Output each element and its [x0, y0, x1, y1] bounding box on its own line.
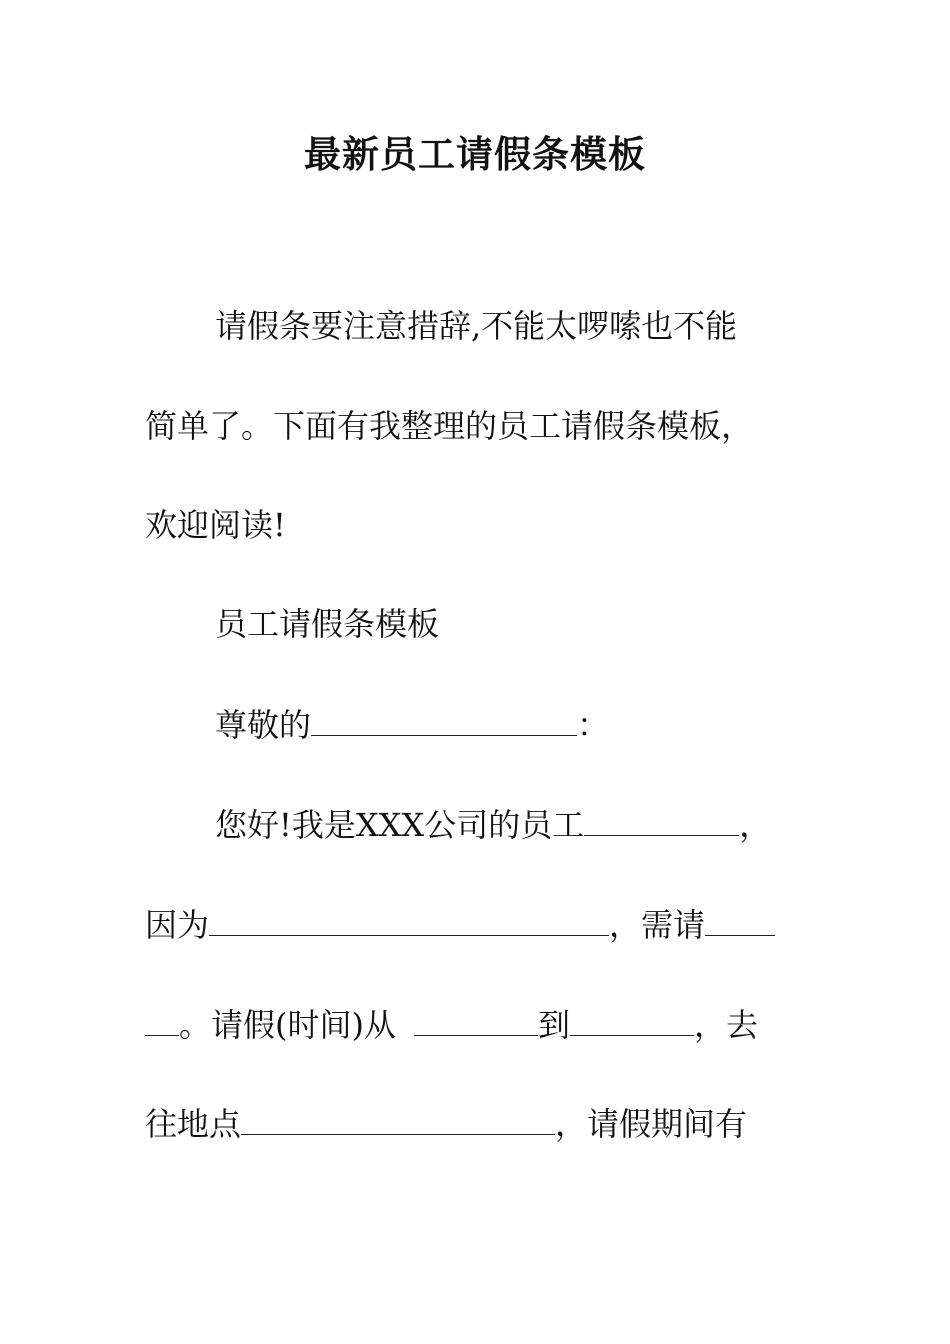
greeting-text: 您好!我是XXX公司的员工	[215, 806, 585, 844]
intro-line-3: 欢迎阅读!	[145, 506, 286, 544]
leave-type-blank-part2[interactable]	[145, 1007, 179, 1036]
request-text: ，需请	[609, 906, 706, 944]
location-blank[interactable]	[241, 1106, 555, 1135]
intro-line-1: 请假条要注意措辞,不能太啰嗦也不能	[215, 307, 738, 345]
leave-type-blank-part1[interactable]	[705, 907, 775, 936]
reason-blank[interactable]	[209, 907, 609, 936]
document-title: 最新员工请假条模板	[304, 132, 646, 176]
time-text: 。请假(时间)从	[179, 1006, 396, 1044]
body-line-1	[215, 803, 815, 847]
comma: ，	[739, 806, 772, 844]
recipient-blank[interactable]	[311, 707, 577, 736]
reason-prefix: 因为	[145, 906, 210, 944]
body-line-4	[145, 1102, 805, 1146]
template-heading: 员工请假条模板	[215, 605, 440, 643]
to-text: 到	[537, 1006, 570, 1044]
body-line-2	[145, 903, 805, 947]
intro-line-2: 简单了。下面有我整理的员工请假条模板，	[145, 407, 754, 445]
salutation-colon: ：	[577, 706, 610, 744]
location-prefix: 往地点	[145, 1105, 242, 1143]
employee-name-blank[interactable]	[584, 807, 739, 836]
end-time-blank[interactable]	[570, 1007, 694, 1036]
salutation-prefix: 尊敬的	[215, 706, 312, 744]
start-time-blank[interactable]	[414, 1007, 538, 1036]
body-line-3	[145, 1003, 805, 1047]
salutation-line	[215, 703, 815, 747]
leave-period-text: ，请假期间有	[555, 1105, 748, 1143]
destination-prefix: ，去	[694, 1006, 759, 1044]
